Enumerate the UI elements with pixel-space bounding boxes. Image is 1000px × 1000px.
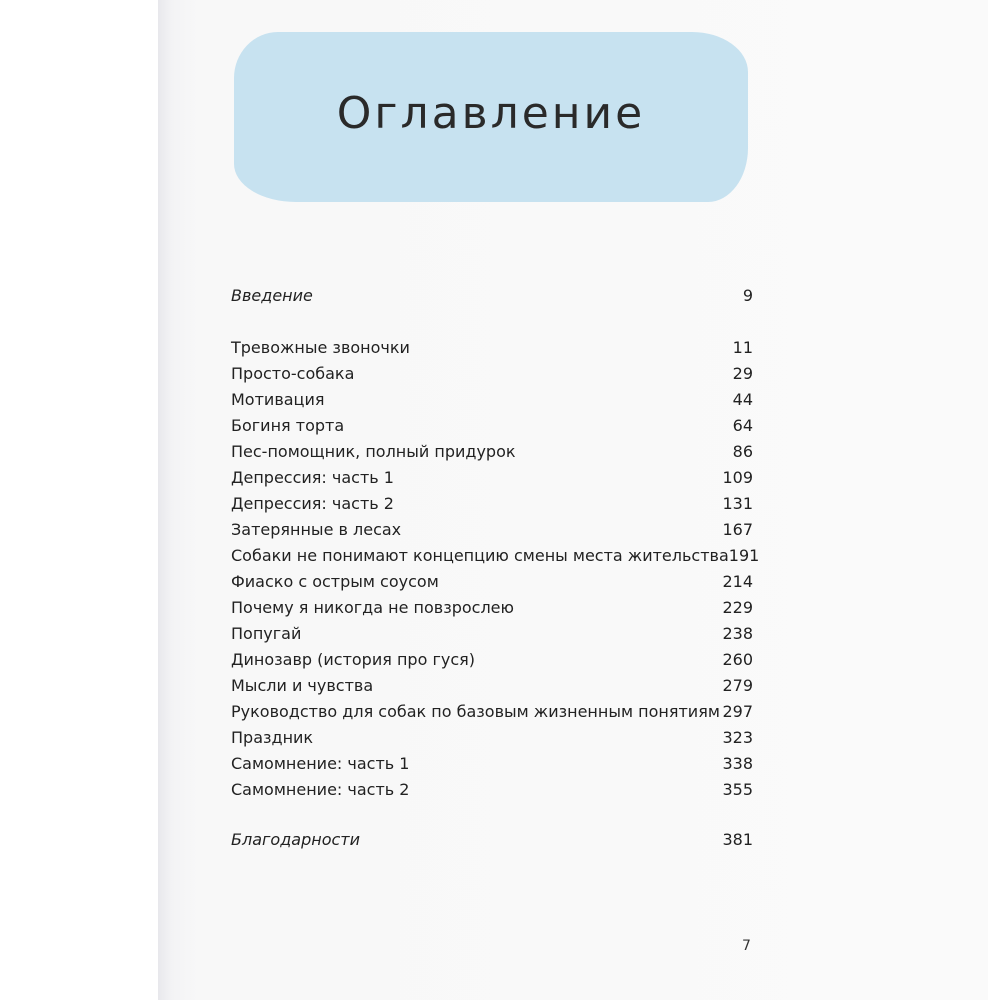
toc-entry-page: 64: [732, 416, 753, 435]
toc-entry-page: 338: [722, 754, 753, 773]
toc-entry-page: 238: [722, 624, 753, 643]
toc-entry-page: 131: [722, 494, 753, 513]
toc-entry-page: 297: [722, 702, 753, 721]
toc-entry-page: 44: [732, 390, 753, 409]
toc-row: [231, 364, 753, 390]
toc-acknowledgements-row: [231, 830, 753, 856]
toc-entry-title: Собаки не понимают концепцию смены места жительства: [231, 546, 729, 565]
toc-entry-title: Динозавр (история про гуся): [231, 650, 475, 669]
toc-row: [231, 702, 753, 728]
toc-entry-title: Тревожные звоночки: [231, 338, 410, 357]
toc-row: [231, 494, 753, 520]
toc-entry-page: 229: [722, 598, 753, 617]
title-banner: [234, 32, 748, 202]
toc-entry-title: Богиня торта: [231, 416, 345, 435]
toc-entry-title: Затерянные в лесах: [231, 520, 402, 539]
toc-entry-page: 86: [732, 442, 753, 461]
toc-entry-page: 355: [722, 780, 753, 799]
toc-entry-title: Пес-помощник, полный придурок: [231, 442, 516, 461]
toc-entry-title: Самомнение: часть 2: [231, 780, 410, 799]
toc-row: [231, 442, 753, 468]
toc-entry-page: 167: [722, 520, 753, 539]
toc-row: [231, 598, 753, 624]
toc-row: [231, 650, 753, 676]
toc-entry-title: Самомнение: часть 1: [231, 754, 410, 773]
toc-entry-title: Просто-собака: [231, 364, 355, 383]
page-number: 7: [742, 938, 751, 954]
toc-entry-page: 279: [722, 676, 753, 695]
toc-row: [231, 780, 753, 806]
toc-entry-title: Почему я никогда не повзрослею: [231, 598, 514, 617]
toc-entry-page: 109: [722, 468, 753, 487]
toc-row: [231, 520, 753, 546]
toc-entry-page: 381: [722, 830, 753, 849]
toc-row: [231, 754, 753, 780]
toc-entry-title: Попугай: [231, 624, 302, 643]
toc-row: [231, 390, 753, 416]
toc-row: [231, 624, 753, 650]
toc-entry-page: 323: [722, 728, 753, 747]
toc-row: [231, 676, 753, 702]
toc-row: [231, 546, 760, 572]
toc-row: [231, 338, 753, 364]
toc-entry-page: 9: [742, 286, 753, 305]
toc-entry-page: 29: [732, 364, 753, 383]
toc-entry-title: Депрессия: часть 2: [231, 494, 394, 513]
toc-entry-title: Фиаско с острым соусом: [231, 572, 439, 591]
toc-row: [231, 416, 753, 442]
toc-row: [231, 728, 753, 754]
toc-entry-page: 214: [722, 572, 753, 591]
toc-entry-title: Мысли и чувства: [231, 676, 374, 695]
toc-entry-title: Благодарности: [231, 830, 360, 849]
toc-entry-page: 260: [722, 650, 753, 669]
toc-entry-page: 11: [732, 338, 753, 357]
toc-entry-title: Мотивация: [231, 390, 325, 409]
toc-entry-title: Руководство для собак по базовым жизненным понятиям: [231, 702, 720, 721]
toc-entry-title: Введение: [231, 286, 313, 305]
toc-entry-title: Депрессия: часть 1: [231, 468, 394, 487]
toc-row: [231, 468, 753, 494]
page-title: Оглавление: [336, 87, 646, 139]
toc-entry-page: 191: [728, 546, 760, 565]
toc-row: [231, 572, 753, 598]
toc-intro-row: [231, 286, 753, 312]
toc-entry-title: Праздник: [231, 728, 314, 747]
